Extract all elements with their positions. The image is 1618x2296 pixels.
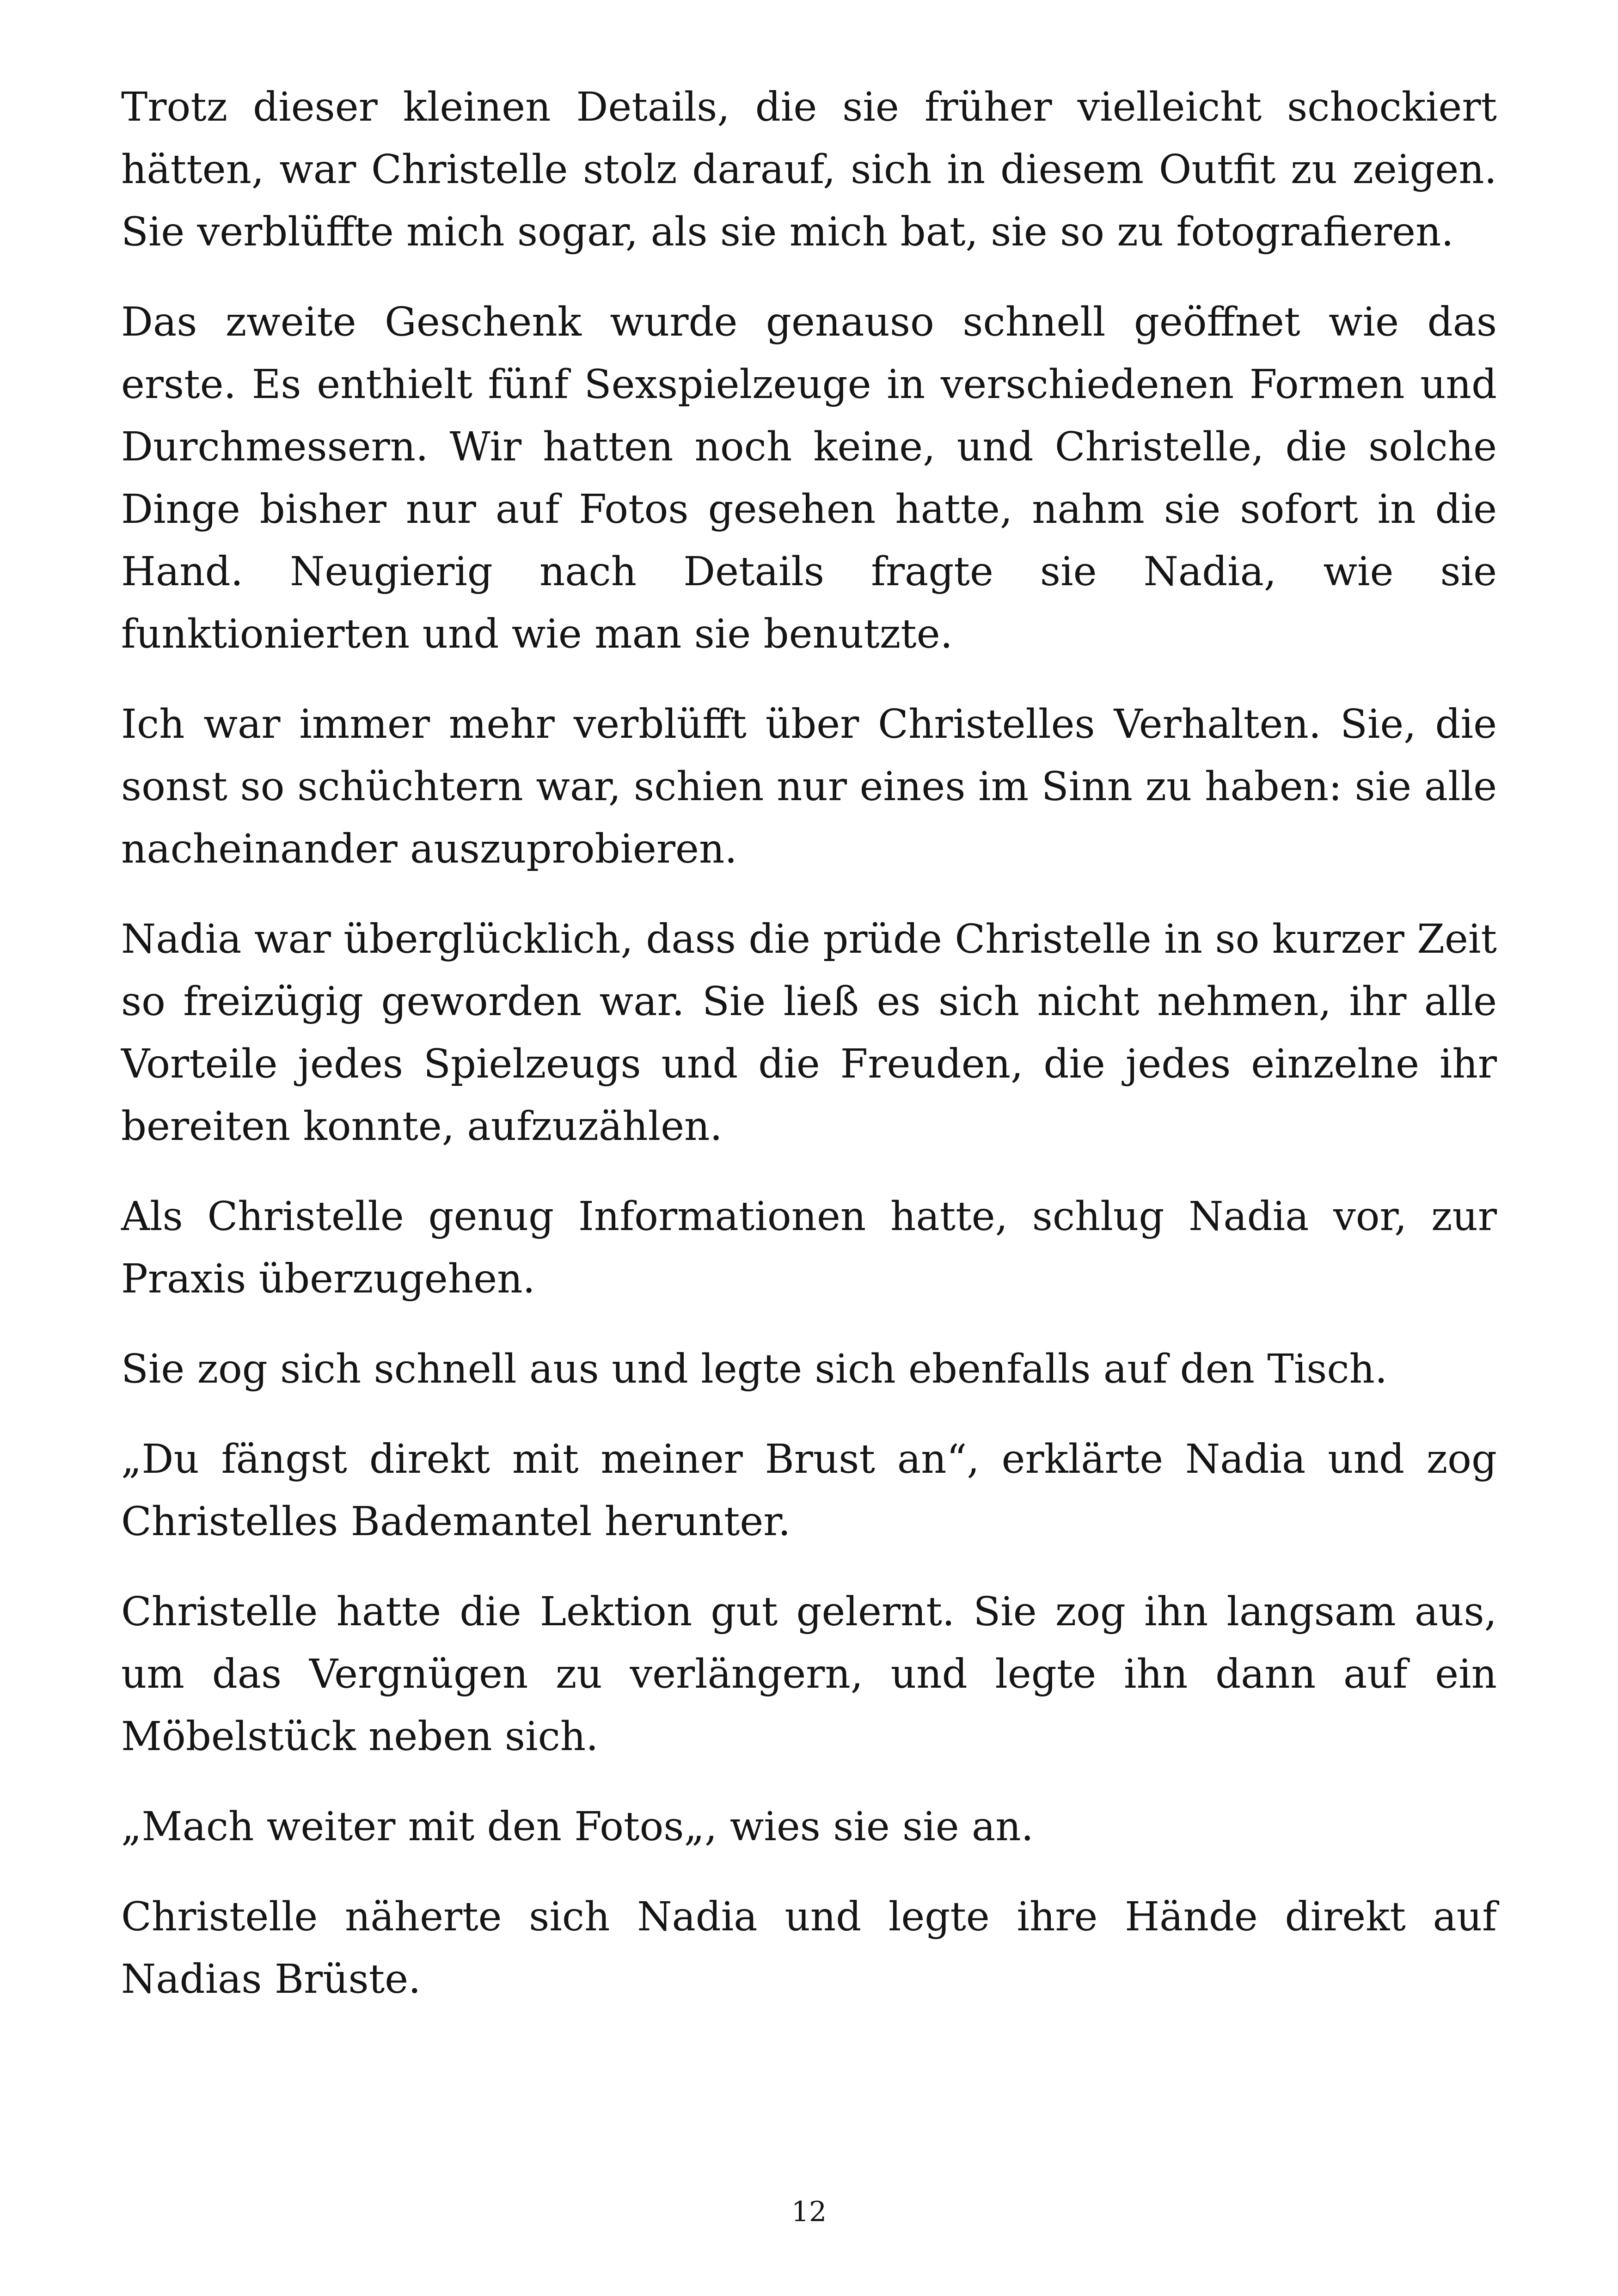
- paragraph-9: „Mach weiter mit den Fotos„, wies sie sie an.: [121, 1804, 1034, 1850]
- paragraph-6: Sie zog sich schnell aus und legte sich ebenfalls auf den Tisch.: [121, 1346, 1388, 1392]
- paragraph-4: Nadia war überglücklich, dass die prüde Christelle in so kurzer Zeit so freizügig geworden war. Sie ließ es sich nicht nehmen, ihr alle Vorteile jedes Spielzeugs und die Freuden, die jedes einzelne ihr bereiten konnte, aufzuzählen.: [121, 916, 1497, 1150]
- page-number: 12: [791, 2196, 827, 2228]
- paragraph-5: Als Christelle genug Informationen hatte, schlug Nadia vor, zur Praxis überzugehen.: [121, 1194, 1497, 1302]
- paragraph-1: Trotz dieser kleinen Details, die sie früher vielleicht schockiert hätten, war Christelle stolz darauf, sich in diesem Outfit zu zeigen. Sie verblüffte mich sogar, als sie mich bat, sie so zu fotografieren.: [121, 84, 1497, 255]
- paragraph-10: Christelle näherte sich Nadia und legte ihre Hände direkt auf Nadias Brüste.: [121, 1894, 1497, 2002]
- paragraph-8: Christelle hatte die Lektion gut gelernt. Sie zog ihn langsam aus, um das Vergnügen zu verlängern, und legte ihn dann auf ein Möbelstück neben sich.: [121, 1589, 1497, 1760]
- paragraph-7: „Du fängst direkt mit meiner Brust an“, erklärte Nadia und zog Christelles Bademantel herunter.: [121, 1436, 1497, 1545]
- paragraph-2: Das zweite Geschenk wurde genauso schnell geöffnet wie das erste. Es enthielt fünf Sexspielzeuge in verschiedenen Formen und Durchmessern. Wir hatten noch keine, und Christelle, die solche Dinge bisher nur auf Fotos gesehen hatte, nahm sie sofort in die Hand. Neugierig nach Details fragte sie Nadia, wie sie funktionierten und wie man sie benutzte.: [121, 299, 1497, 657]
- paragraph-3: Ich war immer mehr verblüfft über Christelles Verhalten. Sie, die sonst so schüchtern war, schien nur eines im Sinn zu haben: sie alle nacheinander auszuprobieren.: [121, 701, 1497, 872]
- body-text: [121, 76, 1497, 2039]
